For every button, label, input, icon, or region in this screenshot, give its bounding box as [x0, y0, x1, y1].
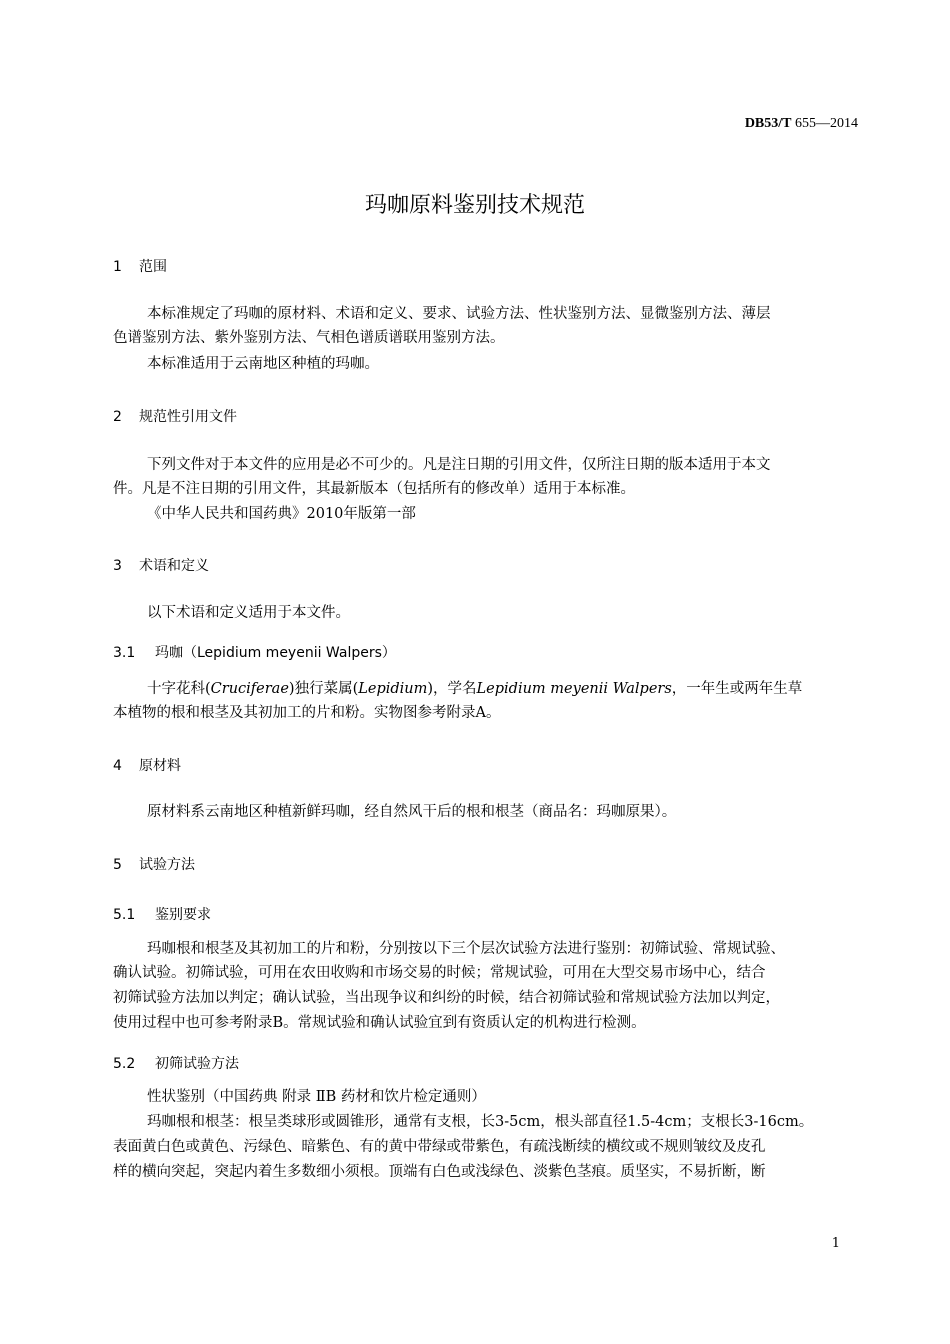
text-run: )，学名: [427, 681, 477, 697]
paragraph-line: 《中华人民共和国药典》2010年版第一部: [147, 506, 416, 522]
subsection-number: 5.1: [113, 907, 136, 923]
text-run: ，一年生或两年生草: [671, 681, 803, 697]
latin-name: Cruciferae: [210, 681, 289, 697]
section-4-heading: [113, 755, 181, 775]
section-title: 原材料: [139, 758, 181, 774]
text-run: 十字花科(: [147, 681, 211, 697]
paragraph-line: 玛咖根和根茎及其初加工的片和粉，分别按以下三个层次试验方法进行鉴别：初筛试验、常规试验、: [147, 941, 785, 957]
standard-number: [745, 116, 858, 132]
section-1-heading: [113, 256, 167, 276]
paragraph-line: 原材料系云南地区种植新鲜玛咖，经自然风干后的根和根茎（商品名：玛咖原果）。: [147, 804, 677, 820]
section-number: 5: [113, 857, 122, 873]
latin-name: Lepidium: [358, 681, 428, 697]
subsection-number: 5.2: [113, 1056, 136, 1072]
standard-prefix: DB53/T: [744, 116, 792, 131]
paragraph-line: 件。凡是不注日期的引用文件，其最新版本（包括所有的修改单）适用于本标准。: [113, 481, 635, 497]
section-title: 范围: [139, 259, 167, 275]
section-3-heading: [113, 555, 209, 575]
paragraph-line: 性状鉴别（中国药典 附录 ⅡB 药材和饮片检定通则）: [147, 1089, 486, 1105]
subsection-title: 玛咖（Lepidium meyenii Walpers）: [155, 645, 396, 661]
paragraph-line: 初筛试验方法加以判定；确认试验，当出现争议和纠纷的时候，结合初筛试验和常规试验方法加以判定，: [113, 990, 780, 1006]
paragraph-line: 玛咖根和根茎：根呈类球形或圆锥形，通常有支根，长3-5cm，根头部直径1.5-4cm；支根长3-16cm。: [147, 1114, 814, 1130]
paragraph-line: 使用过程中也可参考附录B。常规试验和确认试验宜到有资质认定的机构进行检测。: [113, 1015, 646, 1031]
subsection-5-1-heading: [113, 904, 211, 924]
paragraph-line: 本植物的根和根茎及其初加工的片和粉。实物图参考附录A。: [113, 705, 501, 721]
section-number: 4: [113, 758, 122, 774]
section-2-heading: [113, 406, 237, 426]
text-run: )独行菜属(: [288, 681, 359, 697]
document-title: 玛咖原料鉴别技术规范: [364, 193, 585, 218]
paragraph-line: 色谱鉴别方法、紫外鉴别方法、气相色谱质谱联用鉴别方法。: [113, 330, 505, 346]
paragraph-line: 表面黄白色或黄色、污绿色、暗紫色、有的黄中带绿或带紫色，有疏浅断续的横纹或不规则皱纹及皮孔: [113, 1139, 766, 1155]
subsection-title: 鉴别要求: [155, 907, 211, 923]
latin-name: Lepidium meyenii Walpers: [476, 681, 672, 697]
subsection-title: 初筛试验方法: [155, 1056, 239, 1072]
section-title: 术语和定义: [139, 558, 209, 574]
subsection-3-1-heading: [113, 642, 396, 662]
subsection-number: 3.1: [113, 645, 136, 661]
subsection-5-2-heading: [113, 1053, 239, 1073]
paragraph-line: 下列文件对于本文件的应用是必不可少的。凡是注日期的引用文件，仅所注日期的版本适用于本文: [147, 457, 771, 473]
section-number: 2: [113, 409, 122, 425]
paragraph-line: 本标准规定了玛咖的原材料、术语和定义、要求、试验方法、性状鉴别方法、显微鉴别方法、薄层: [147, 306, 771, 322]
section-title: 试验方法: [139, 857, 195, 873]
paragraph-line: 确认试验。初筛试验，可用在农田收购和市场交易的时候；常规试验，可用在大型交易市场中心，结合: [113, 965, 766, 981]
section-number: 1: [113, 259, 122, 275]
section-number: 3: [113, 558, 122, 574]
paragraph-line: 本标准适用于云南地区种植的玛咖。: [147, 356, 379, 372]
paragraph-line: 以下术语和定义适用于本文件。: [147, 605, 350, 621]
page-number: 1: [831, 1236, 840, 1251]
section-title: 规范性引用文件: [139, 409, 237, 425]
definition-line: [147, 677, 859, 701]
section-5-heading: [113, 854, 195, 874]
paragraph-line: 样的横向突起，突起内着生多数细小须根。顶端有白色或浅绿色、淡紫色茎痕。质坚实，不易折断，断: [113, 1164, 766, 1180]
standard-code: 655—2014: [795, 116, 858, 131]
